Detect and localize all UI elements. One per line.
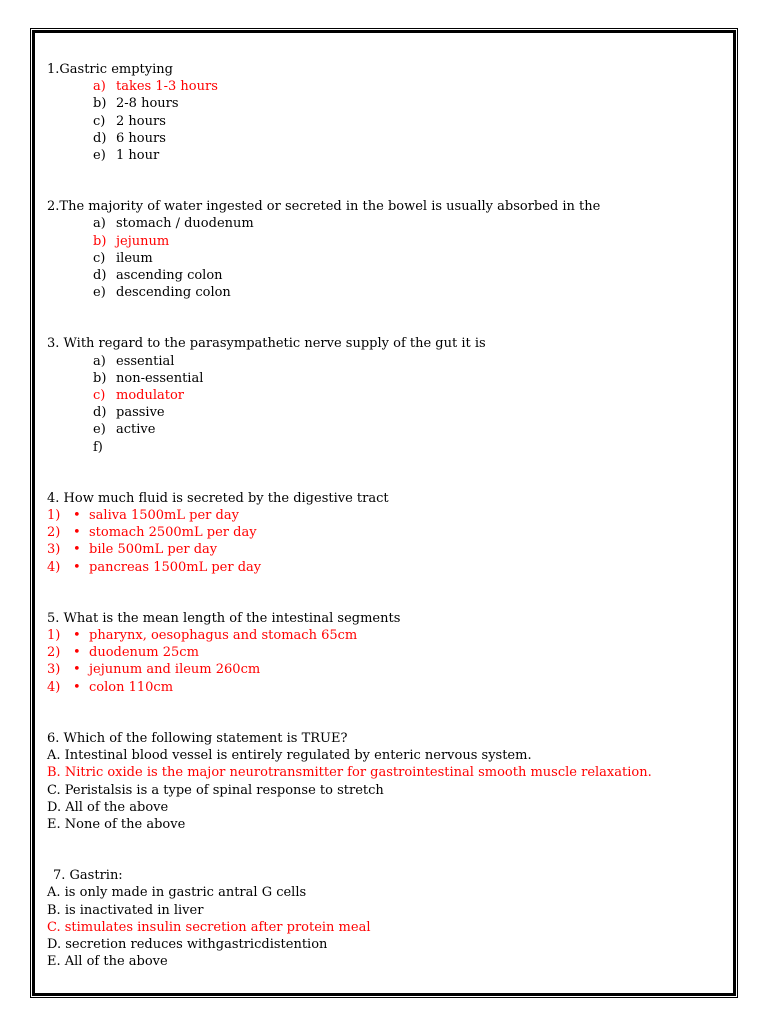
option-list — [47, 353, 719, 456]
question-1 — [47, 61, 719, 164]
option-number: 4) — [47, 679, 61, 695]
answer-option — [47, 782, 719, 799]
bullet-icon: • — [73, 628, 81, 644]
answer-option-correct — [47, 78, 719, 95]
question-title: 1.Gastric emptying — [47, 62, 173, 77]
question-title: 4. How much fluid is secreted by the digestive tract — [47, 490, 389, 506]
option-letter: a) — [93, 79, 106, 95]
answer-option — [47, 284, 719, 301]
option-letter: e) — [93, 148, 106, 164]
bullet-icon: • — [73, 679, 81, 695]
option-text: 6 hours — [116, 130, 166, 146]
option-text: pancreas 1500mL per day — [89, 559, 262, 575]
question-6 — [47, 730, 719, 833]
bullet-icon: • — [73, 662, 81, 678]
option-text: passive — [116, 405, 165, 421]
spacer — [47, 833, 719, 867]
option-text: essential — [116, 353, 175, 369]
question-5 — [47, 610, 719, 696]
answer-option-correct — [47, 541, 719, 558]
answer-option — [47, 953, 719, 970]
option-letter: b) — [93, 96, 107, 112]
answer-option-correct — [47, 559, 719, 576]
answer-option — [47, 747, 719, 764]
question-title: 7. Gastrin: — [53, 868, 123, 884]
answer-option-correct — [47, 627, 719, 644]
answer-option — [47, 130, 719, 147]
spacer — [47, 576, 719, 610]
answer-option-correct — [47, 644, 719, 661]
answer-option — [47, 215, 719, 232]
option-letter: c) — [93, 113, 106, 129]
option-list — [47, 747, 719, 833]
option-text: E. All of the above — [47, 954, 168, 970]
option-text: non-essential — [116, 370, 204, 386]
answer-option — [47, 884, 719, 901]
option-text: duodenum 25cm — [89, 645, 199, 661]
option-list — [47, 884, 719, 970]
answer-option-correct — [47, 764, 719, 781]
option-text: ileum — [116, 250, 153, 266]
option-text: jejunum — [116, 233, 170, 249]
option-letter: a) — [93, 353, 106, 369]
option-text: A. is only made in gastric antral G cells — [47, 885, 307, 901]
option-number: 2) — [47, 525, 61, 541]
option-number: 3) — [47, 542, 61, 558]
option-text: A. Intestinal blood vessel is entirely regulated by enteric nervous system. — [47, 748, 532, 764]
option-letter: a) — [93, 216, 106, 232]
option-text: B. Nitric oxide is the major neurotransmitter for gastrointestinal smooth muscle relaxation. — [47, 765, 652, 781]
answer-option-correct — [47, 387, 719, 404]
option-number: 3) — [47, 662, 61, 678]
option-list — [47, 78, 719, 164]
option-list — [47, 215, 719, 301]
question-3 — [47, 335, 719, 455]
answer-option — [47, 439, 719, 456]
spacer — [47, 456, 719, 490]
answer-option — [47, 421, 719, 438]
question-title: 3. With regard to the parasympathetic nerve supply of the gut it is — [47, 336, 486, 352]
option-text: saliva 1500mL per day — [89, 508, 239, 524]
option-text: C. Peristalsis is a type of spinal response to stretch — [47, 782, 384, 798]
option-letter: c) — [93, 250, 106, 266]
option-letter: f) — [93, 439, 103, 455]
answer-option-correct — [47, 233, 719, 250]
option-number: 1) — [47, 628, 61, 644]
option-list — [47, 627, 719, 696]
answer-option-correct — [47, 507, 719, 524]
answer-option — [47, 370, 719, 387]
option-text: stomach 2500mL per day — [89, 525, 257, 541]
option-letter: e) — [93, 285, 106, 301]
answer-option — [47, 816, 719, 833]
option-text: takes 1-3 hours — [116, 79, 218, 95]
option-text: D. All of the above — [47, 799, 169, 815]
question-title: 2.The majority of water ingested or secreted in the bowel is usually absorbed in the — [47, 199, 601, 215]
option-letter: c) — [93, 388, 106, 404]
option-text: E. None of the above — [47, 816, 186, 832]
option-text: ascending colon — [116, 268, 223, 284]
option-number: 1) — [47, 508, 61, 524]
question-title: 5. What is the mean length of the intestinal segments — [47, 610, 401, 626]
answer-option-correct — [47, 661, 719, 678]
option-text: modulator — [116, 388, 185, 404]
option-text: D. secretion reduces withgastricdistention — [47, 936, 328, 952]
spacer — [47, 301, 719, 335]
option-text: stomach / duodenum — [116, 216, 254, 232]
option-letter: d) — [93, 268, 107, 284]
answer-option — [47, 147, 719, 164]
option-text: jejunum and ileum 260cm — [89, 662, 261, 678]
bullet-icon: • — [73, 508, 81, 524]
bullet-icon: • — [73, 542, 81, 558]
option-text: active — [116, 422, 156, 438]
option-text: bile 500mL per day — [89, 542, 218, 558]
option-number: 4) — [47, 559, 61, 575]
answer-option — [47, 936, 719, 953]
spacer — [47, 164, 719, 198]
option-text: 2 hours — [116, 113, 166, 129]
question-4 — [47, 490, 719, 576]
bullet-icon: • — [73, 559, 81, 575]
answer-option — [47, 799, 719, 816]
option-text: pharynx, oesophagus and stomach 65cm — [89, 628, 358, 644]
option-text: colon 110cm — [89, 679, 174, 695]
option-letter: b) — [93, 370, 107, 386]
question-title: 6. Which of the following statement is TRUE? — [47, 730, 348, 746]
spacer — [47, 696, 719, 730]
question-7 — [47, 867, 719, 970]
answer-option-correct — [47, 524, 719, 541]
option-text: 1 hour — [116, 148, 160, 164]
option-number: 2) — [47, 645, 61, 661]
option-text: descending colon — [116, 285, 231, 301]
option-letter: d) — [93, 405, 107, 421]
answer-option — [47, 113, 719, 130]
option-text: B. is inactivated in liver — [47, 902, 204, 918]
answer-option-correct — [47, 919, 719, 936]
answer-option — [47, 95, 719, 112]
bullet-icon: • — [73, 525, 81, 541]
option-letter: b) — [93, 233, 107, 249]
answer-option — [47, 902, 719, 919]
option-text: C. stimulates insulin secretion after protein meal — [47, 919, 371, 935]
option-list — [47, 507, 719, 576]
answer-option — [47, 404, 719, 421]
answer-option — [47, 267, 719, 284]
answer-option-correct — [47, 679, 719, 696]
question-list — [47, 61, 719, 970]
question-2 — [47, 198, 719, 301]
bullet-icon: • — [73, 645, 81, 661]
option-letter: e) — [93, 422, 106, 438]
option-text: 2-8 hours — [116, 96, 179, 112]
answer-option — [47, 353, 719, 370]
answer-option — [47, 250, 719, 267]
option-letter: d) — [93, 130, 107, 146]
